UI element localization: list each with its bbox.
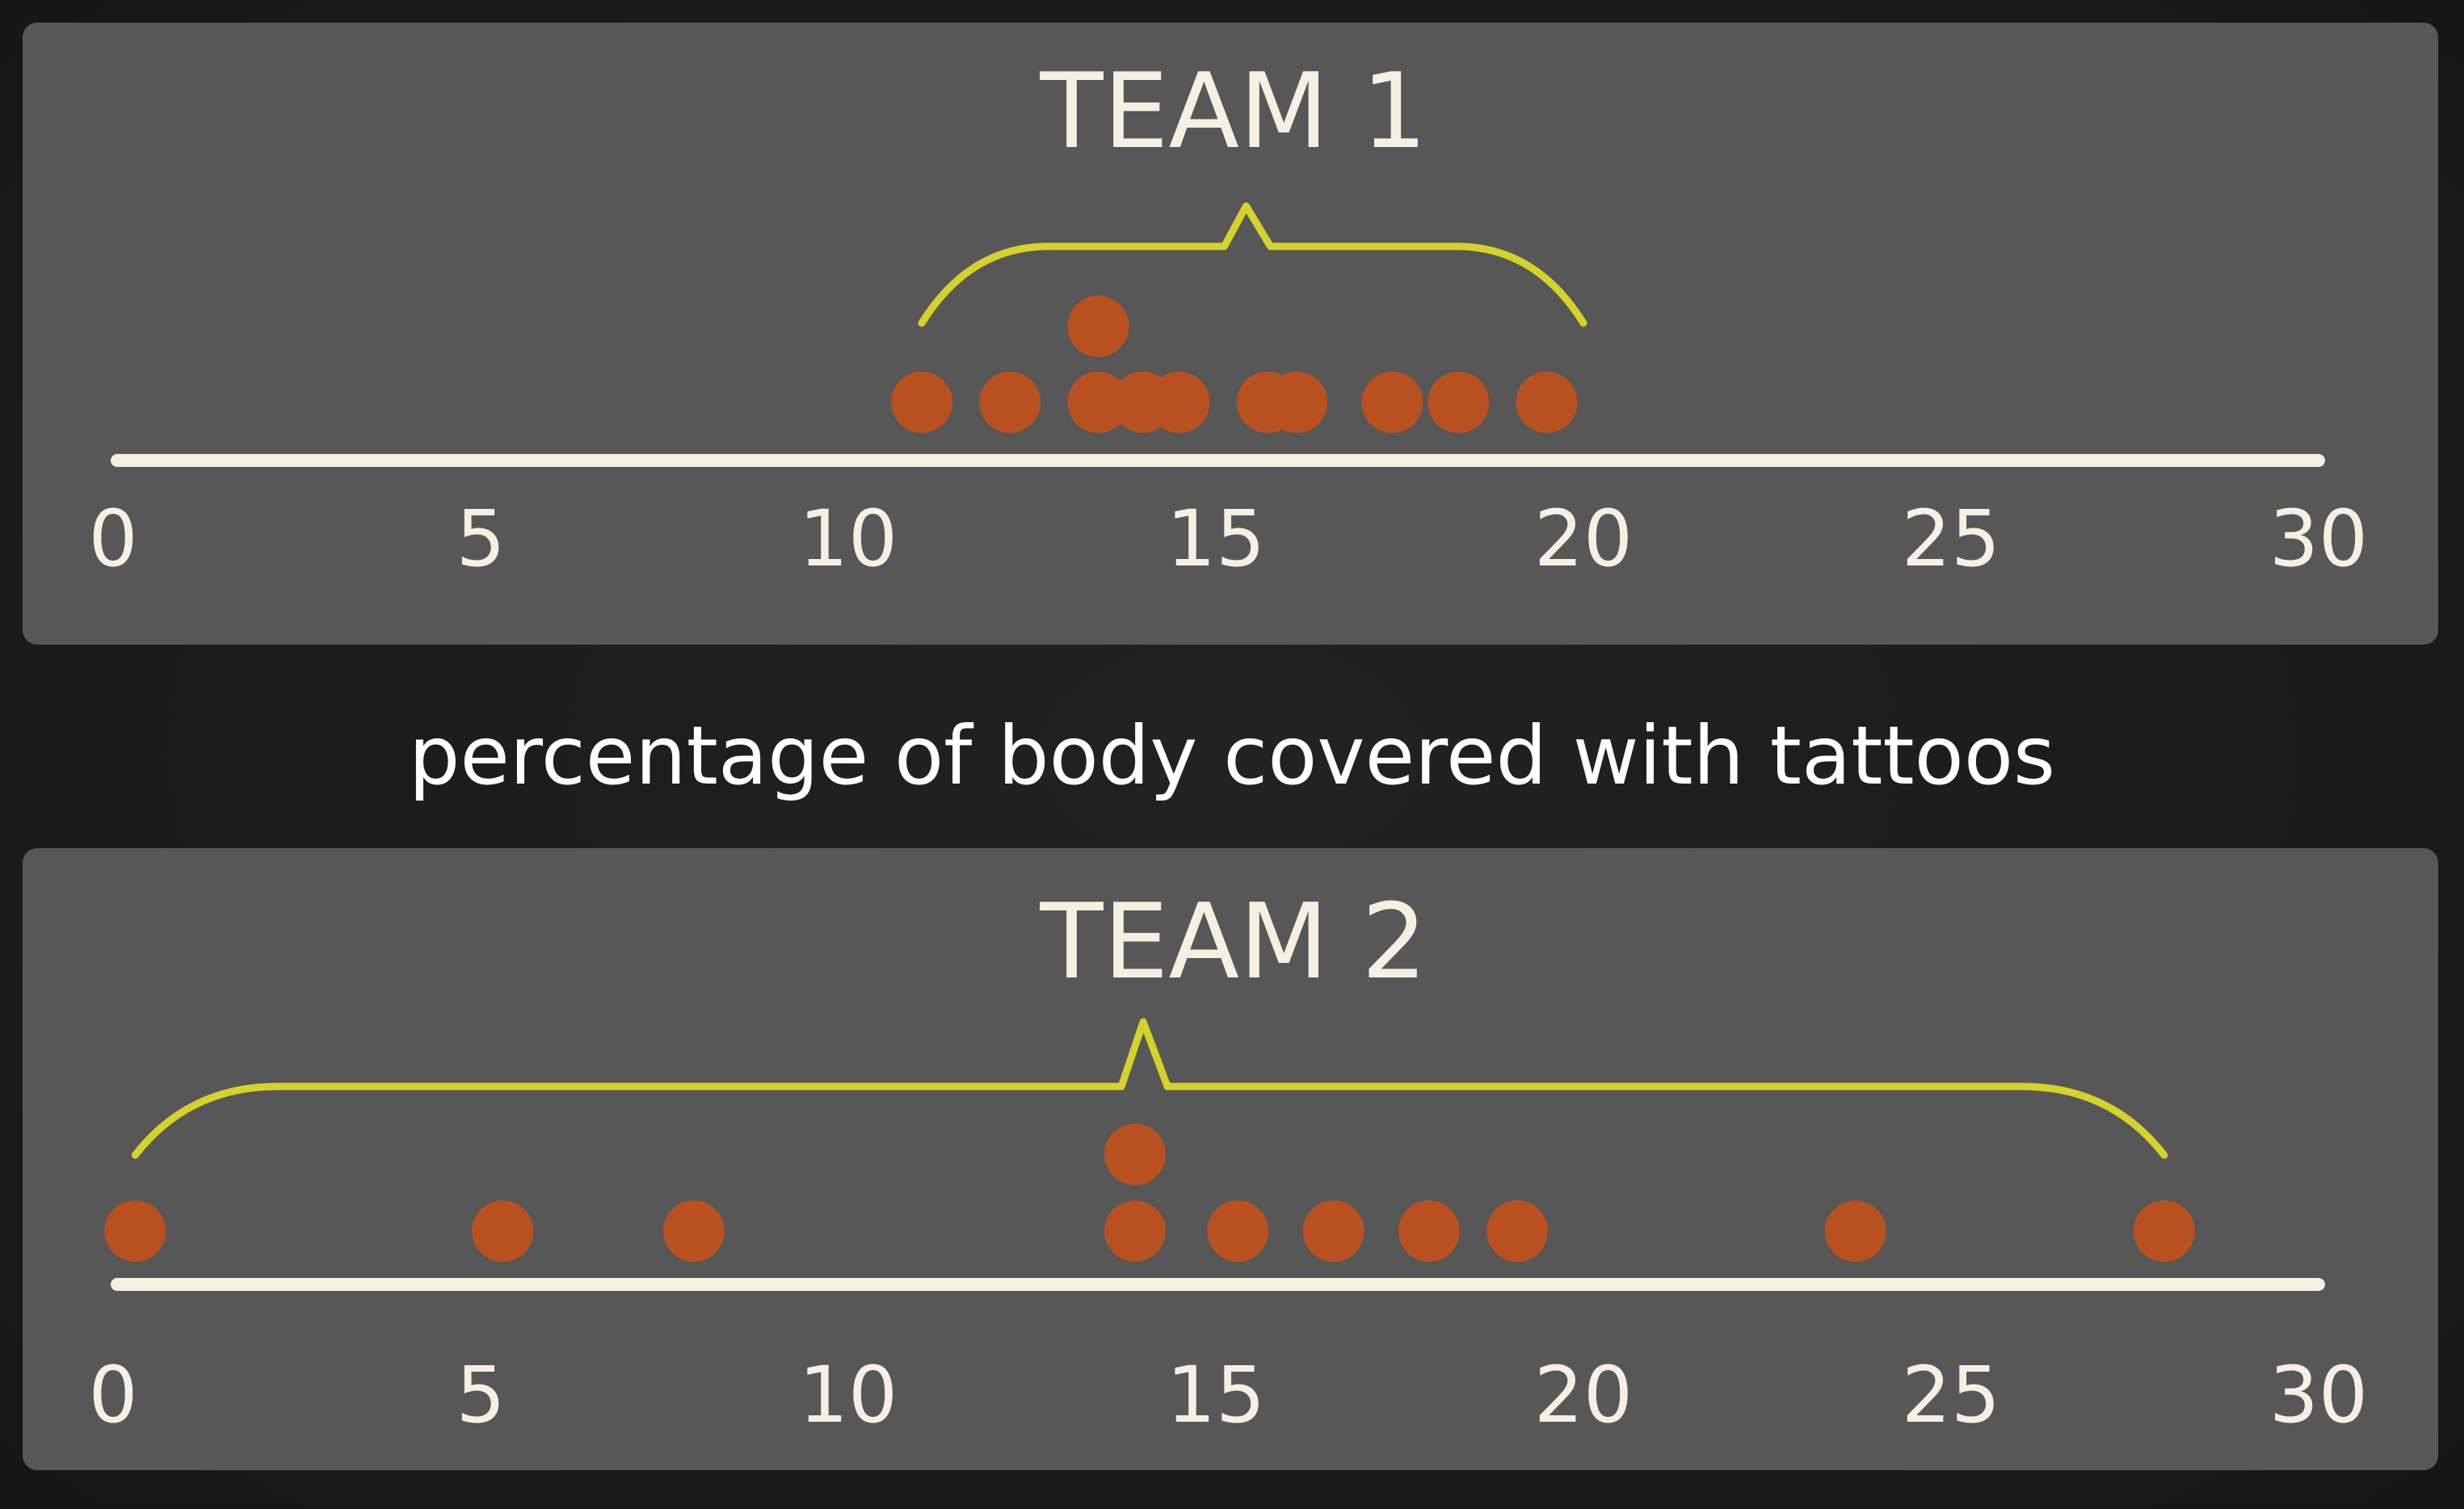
tick-label-15: 15	[1166, 1350, 1266, 1440]
tick-label-15: 15	[1166, 494, 1266, 584]
data-point	[1303, 1200, 1364, 1262]
tick-label-25: 25	[1901, 494, 2001, 584]
data-point	[2134, 1200, 2195, 1262]
tick-label-5: 5	[456, 1350, 506, 1440]
data-point	[104, 1200, 166, 1262]
team-1-panel	[23, 23, 2438, 645]
data-point	[1104, 1124, 1166, 1185]
data-point	[1207, 1200, 1268, 1262]
data-point	[1067, 296, 1129, 357]
x-axis-label: percentage of body covered with tattoos	[408, 708, 2056, 803]
tick-label-30: 30	[2268, 1350, 2369, 1440]
data-point	[1266, 372, 1327, 433]
tick-label-0: 0	[88, 494, 138, 584]
tick-label-20: 20	[1533, 1350, 1634, 1440]
tick-label-30: 30	[2268, 494, 2369, 584]
data-point	[1398, 1200, 1460, 1262]
tick-label-0: 0	[88, 1350, 138, 1440]
data-point	[1149, 372, 1210, 433]
data-point	[1825, 1200, 1886, 1262]
data-point	[979, 372, 1041, 433]
data-point	[472, 1200, 533, 1262]
data-point	[1361, 372, 1423, 433]
data-point	[1104, 1200, 1166, 1262]
team-2-panel	[23, 848, 2438, 1470]
tick-label-10: 10	[798, 494, 898, 584]
data-point	[891, 372, 952, 433]
data-point	[1516, 372, 1578, 433]
tick-label-10: 10	[798, 1350, 898, 1440]
tick-label-25: 25	[1901, 1350, 2001, 1440]
tick-label-5: 5	[456, 494, 506, 584]
data-point	[1486, 1200, 1548, 1262]
data-point	[663, 1200, 725, 1262]
team-2-title: TEAM 2	[1040, 882, 1428, 1002]
team-1-title: TEAM 1	[1040, 52, 1428, 172]
data-point	[1428, 372, 1489, 433]
tick-label-20: 20	[1533, 494, 1634, 584]
